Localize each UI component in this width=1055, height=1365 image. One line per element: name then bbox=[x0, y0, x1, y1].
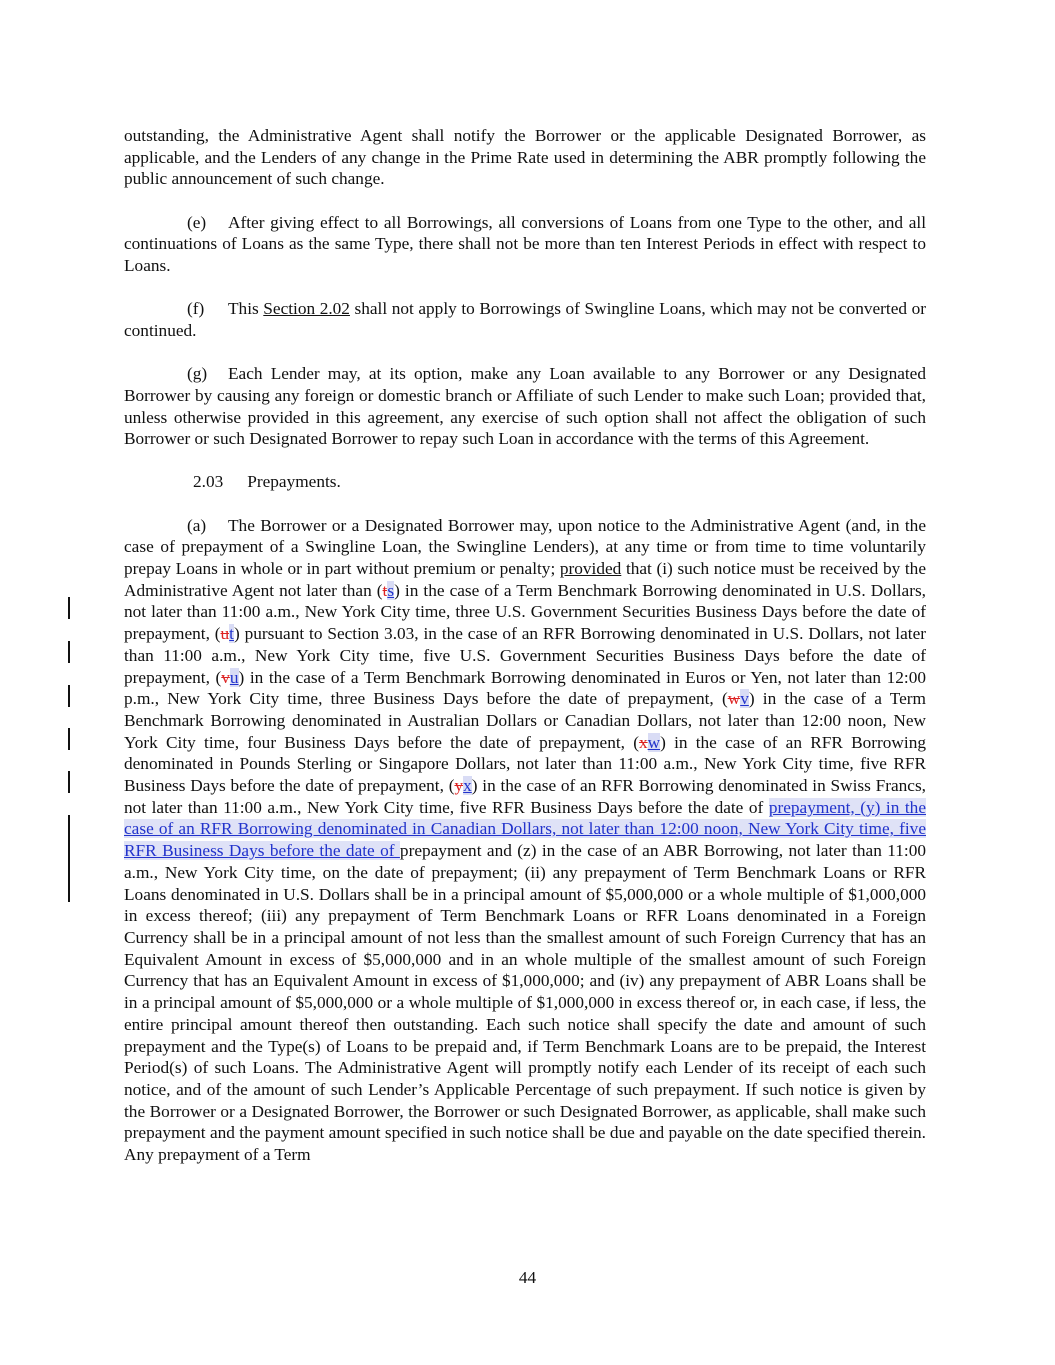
change-bar bbox=[68, 771, 70, 793]
clause-text: The Borrower or a Designated Borrower may, upon notice to the Administrative Agent (and, in the case of prepayment of a Swingline Loan, the Swingline Lenders), at any time or from time to time voluntarily prepay Loans in whole or in part without premium or penalty; bbox=[124, 515, 926, 579]
inserted-text: u bbox=[229, 667, 239, 687]
clause-text: that (i) such notice must be received by the Administrative Agent not later than ( bbox=[124, 559, 926, 600]
document-page bbox=[124, 125, 926, 1166]
paragraph-g bbox=[124, 363, 926, 450]
clause-label-g: (g) bbox=[187, 364, 208, 384]
change-bar bbox=[68, 815, 70, 902]
clause-text-f-pre: This bbox=[228, 299, 264, 319]
section-reference: Section 2.02 bbox=[263, 299, 350, 319]
clause-label-a: (a) bbox=[187, 515, 207, 535]
provided-term: provided bbox=[559, 559, 622, 579]
deleted-text: u bbox=[220, 624, 230, 644]
clause-text: prepayment and (z) in the case of an ABR Borrowing, not later than 11:00 a.m., New York City time, on the date of prepayment; (ii) any prepayment of Term Benchmark Loans or RFR Loans denominated in U.S. Dollars shall be in a principal amount of $5,000,000 or a whole multiple of $1,000,000 in excess thereof; (iii) any prepayment of Term Benchmark Loans or RFR Loans denominated in a Foreign Currency shall be in a principal amount of not less than the smallest amount of such Foreign Currency that has an Equivalent Amount in excess of $5,000,000 and in an whole multiple of the smallest amount of such Foreign Currency that has an Equivalent Amount in excess of $1,000,000; and (iv) any prepayment of ABR Loans shall be in a principal amount of $5,000,000 or a whole multiple of $1,000,000 in excess thereof or, in each case, if less, the entire principal amount thereof then outstanding. Each such notice shall specify the date and amount of such prepayment and the Type(s) of Loans to be prepaid and, if Term Benchmark Loans are to be prepaid, the Interest Period(s) of such Loans. The Administrative Agent will promptly notify each Lender of its receipt of each such notice, and of the amount of such Lender’s Applicable Percentage of such prepayment. If such notice is given by the Borrower or a Designated Borrower, the Borrower or such Designated Borrower, as applicable, shall make such prepayment and the payment amount specified in such notice shall be due and payable on the date specified therein. Any prepayment of a Term bbox=[124, 841, 926, 1165]
clause-text: ) in the case of a Term Benchmark Borrowing denominated in Australian Dollars or Canadian Dollars, not later than 12:00 noon, New York City time, four Business Days before the date of prepayment, ( bbox=[124, 689, 926, 752]
change-bar bbox=[68, 685, 70, 707]
paragraph-a bbox=[124, 515, 926, 1166]
clause-text-e: After giving effect to all Borrowings, all conversions of Loans from one Type to the other, and all continuations of Loans as the same Type, there shall not be more than ten Interest Periods in effect with respect to Loans. bbox=[124, 212, 926, 276]
clause-text-g: Each Lender may, at its option, make any Loan available to any Borrower or any Designated Borrower by causing any foreign or domestic branch or Affiliate of such Lender to make such Loan; provided that, unless otherwise provided in this agreement, any exercise of such option shall not affect the obligation of such Borrower or such Designated Borrower to repay such Loan in accordance with the terms of this Agreement. bbox=[124, 364, 926, 449]
paragraph-continued: outstanding, the Administrative Agent shall notify the Borrower or the applicable Designated Borrower, as applicable, and the Lenders of any change in the Prime Rate used in determining the ABR promptly following the public announcement of such change. bbox=[124, 126, 926, 189]
change-bar bbox=[68, 597, 70, 619]
section-number: 2.03 bbox=[193, 472, 224, 492]
page-number: 44 bbox=[518, 1268, 537, 1287]
clause-text: ) in the case of a Term Benchmark Borrowing denominated in Euros or Yen, not later than 12:00 p.m., New York City time, three Business Days before the date of prepayment, ( bbox=[124, 667, 927, 709]
inserted-passage: prepayment, (y) in the case of an RFR Borrowing denominated in Canadian Dollars, not later than 12:00 noon, New York City time, five RFR Business Days before the date of bbox=[124, 797, 926, 861]
deleted-text: t bbox=[382, 580, 388, 600]
inserted-text: x bbox=[463, 776, 472, 796]
deleted-text: v bbox=[221, 667, 230, 687]
clause-text: ) in the case of an RFR Borrowing denominated in Swiss Francs, not later than 11:00 a.m., New York City time, five RFR Business Days before the date of bbox=[124, 776, 926, 817]
deleted-text: w bbox=[727, 689, 741, 709]
clause-label-e: (e) bbox=[187, 212, 207, 232]
change-bar bbox=[68, 641, 70, 663]
paragraph-e bbox=[124, 212, 926, 277]
section-heading bbox=[124, 471, 926, 493]
clause-label-f: (f) bbox=[187, 299, 205, 319]
inserted-text: w bbox=[647, 732, 661, 752]
deleted-text: y bbox=[454, 776, 464, 796]
clause-text-f-post: shall not apply to Borrowings of Swingline Loans, which may not be converted or continued. bbox=[124, 299, 926, 340]
section-title: Prepayments. bbox=[247, 472, 341, 492]
change-bar bbox=[68, 728, 70, 750]
deleted-text: x bbox=[638, 732, 648, 752]
clause-text: ) pursuant to Section 3.03, in the case of an RFR Borrowing denominated in U.S. Dollars, not later than 11:00 a.m., New York City time, five U.S. Government Securities Business Days before the date of prepayment, ( bbox=[124, 624, 927, 687]
paragraph-f bbox=[124, 298, 926, 341]
clause-text: ) in the case of an RFR Borrowing denominated in Pounds Sterling or Singapore Dollars, not later than 11:00 a.m., New York City time, five RFR Business Days before the date of prepayment, ( bbox=[124, 732, 926, 796]
inserted-text: v bbox=[740, 689, 749, 709]
inserted-text: s bbox=[387, 580, 395, 600]
clause-text: ) in the case of a Term Benchmark Borrowing denominated in U.S. Dollars, not later than 11:00 a.m., New York City time, three U.S. Government Securities Business Days before the date of prepayment, ( bbox=[124, 580, 926, 644]
inserted-text: t bbox=[229, 624, 234, 644]
